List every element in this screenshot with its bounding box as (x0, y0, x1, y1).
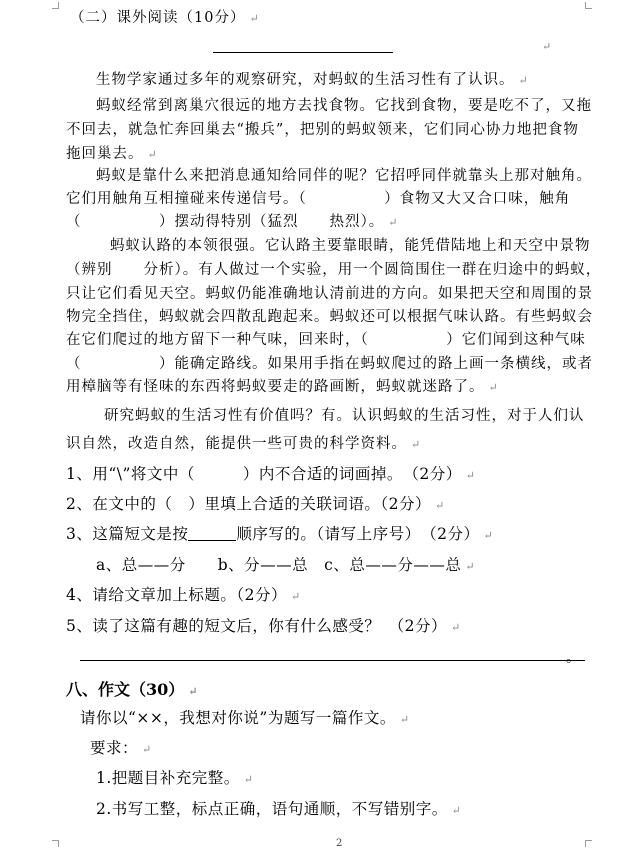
page-number: 2 (336, 838, 343, 849)
return-mark: ↵ (249, 12, 260, 25)
passage-line: 蚂蚁是靠什么来把消息通知给同伴的呢？它招呼同伴就靠头上那对触角。 (96, 168, 592, 184)
question-3-options: a、总——分 b、分——总 c、总——分——总 ↵ (96, 556, 476, 574)
composition-prompt: 请你以“××，我想对你说”为题写一篇作文。 ↵ (80, 709, 410, 727)
passage-line: 不回去，就急忙奔回巢去“搬兵”，把别的蚂蚁领来，它们同心协力地把食物 (66, 122, 579, 138)
passage-line: 蚂蚁经常到离巢穴很远的地方去找食物。它找到食物，要是吃不了，又拖 (96, 98, 592, 114)
passage-line: 物完全挡住，蚂蚁就会四散乱跑起来。蚂蚁还可以根据气味认路。有些蚂蚁会 (66, 309, 593, 325)
return-mark: ↵ (542, 40, 552, 53)
section-title: （二）课外阅读（10分） ↵ (70, 10, 260, 26)
passage-line: 只让它们看见天空。蚂蚁仍能准确地认清前进的方向。如果把天空和周围的景 (66, 286, 593, 302)
passage-line: 生物学家通过多年的观察研究，对蚂蚁的生活习性有了认识。 ↵ (96, 72, 529, 88)
title-blank-line (213, 52, 393, 53)
answer-line-end: 。 (566, 650, 582, 666)
question-4: 4、请给文章加上标题。（2分） ↵ (66, 586, 301, 604)
passage-line: 它们用触角互相撞碰来传递信号。（ ）食物又大又合口味，触角 (66, 191, 571, 207)
passage-line: 蚂蚁认路的本领很强。它认路主要靠眼睛，能凭借陆地上和天空中景物 (110, 238, 591, 254)
passage-line: 用樟脑等有怪味的东西将蚂蚁要走的路画断，蚂蚁就迷路了。 ↵ (66, 379, 499, 395)
question-3: 3、这篇短文是按 顺序写的。（请写上序号） （2分） ↵ (66, 525, 494, 543)
passage-line: （ ）能确定路线。如果用手指在蚂蚁爬过的路上画一条横线，或者 (66, 356, 593, 372)
page-corner-mark (585, 840, 592, 847)
passage-line: 拖回巢去。 ↵ (66, 146, 158, 162)
question-5: 5、读了这篇有趣的短文后，你有什么感受？ （2分） ↵ (66, 617, 461, 635)
requirement-1: 1.把题目补充完整。 ↵ (96, 769, 254, 787)
passage-line: 识自然，改造自然，能提供一些可贵的科学资料。 ↵ (66, 436, 422, 452)
requirement-2: 2.书写工整，标点正确，语句通顺，不写错别字。 ↵ (96, 800, 462, 818)
passage-line: 研究蚂蚁的生活习性有价值吗？有。认识蚂蚁的生活习性，对于人们认 (104, 408, 585, 424)
answer-blank[interactable] (188, 526, 236, 541)
page-corner-mark (52, 2, 59, 9)
requirements-label: 要求： ↵ (90, 739, 152, 757)
question-1: 1、用“\”将文中（ ）内不合适的词画掉。 （2分） ↵ (66, 465, 476, 483)
question-2: 2、在文中的（ ）里填上合适的关联词语。（2分） ↵ (66, 495, 445, 513)
passage-line: （ ）摆动得特别（猛烈 热烈）。 ↵ (66, 214, 399, 230)
composition-heading: 八、作文（30） ↵ (66, 680, 198, 699)
page-corner-mark (52, 840, 59, 847)
answer-line[interactable] (80, 660, 585, 661)
passage-line: （辨别 分析）。有人做过一个实验，用一个圆筒围住一群在归途中的蚂蚁， (66, 262, 602, 278)
page-corner-mark (585, 2, 592, 9)
passage-line: 在它们爬过的地方留下一种气味，回来时，（ ）它们闻到这种气味 (66, 332, 586, 348)
